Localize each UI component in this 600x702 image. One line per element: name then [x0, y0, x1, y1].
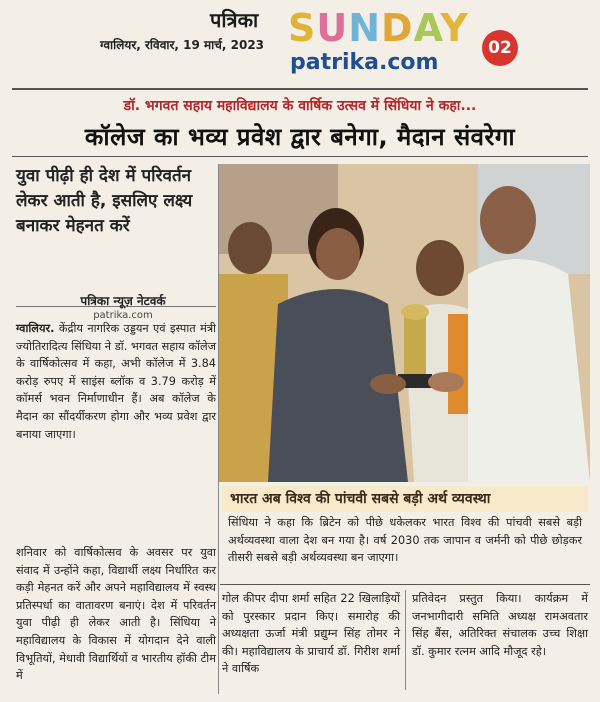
- body-column-right: प्रतिवेदन प्रस्तुत किया। कार्यक्रम में जनभागीदारी समिति अध्यक्ष रामअवतार सिंह बैंस, अतिरिक्त संचालक उच्च शिक्षा डॉ. कुमार रत्नम आदि मौजूद रहे।: [412, 592, 588, 658]
- sunday-letter-s: S: [288, 6, 317, 50]
- body-column-middle: गोल कीपर दीपा शर्मा सहित 22 खिलाड़ियों को पुरस्कार प्रदान किए। समारोह की अध्यक्षता ऊर्जा मंत्री प्रद्युम्न सिंह तोमर ने की। महाविद्यालय के प्राचार्य डॉ. गिरीश शर्मा ने वार्षिक: [222, 592, 400, 676]
- sunday-letter-n: N: [348, 6, 382, 50]
- sunday-letter-d: D: [381, 6, 414, 50]
- info-box: [222, 486, 588, 580]
- award-photo-illustration: [218, 164, 590, 482]
- headline-rule: [12, 156, 588, 157]
- left-column-divider: [218, 164, 219, 694]
- body-column-left: शनिवार को वार्षिकोत्सव के अवसर पर युवा संवाद में उन्होंने कहा, विद्यार्थी लक्ष्य निर्धारित कर कड़ी मेहनत करें और अपने महाविद्यालय में स्वस्थ प्रतिस्पर्धा का वातावरण बनाएं। देश में परिवर्तन युवा पीढ़ी ही लेकर आती है। सिंधिया ने महाविद्यालय के विकास में योगदान देने वाली विभूतियों, मेधावी विद्यार्थियों व भारतीय हॉकी टीम में: [16, 546, 216, 683]
- sunday-letter-a: A: [413, 6, 441, 50]
- byline-site: patrika.com: [93, 310, 153, 321]
- dateline: ग्वालियर, रविवार, 19 मार्च, 2023: [100, 38, 265, 52]
- sunday-letter-y: Y: [440, 6, 469, 50]
- kicker: डॉ. भगवत सहाय महाविद्यालय के वार्षिक उत्सव में सिंधिया ने कहा...: [123, 98, 477, 114]
- info-box-title: भारत अब विश्व की पांचवी सबसे बड़ी अर्थ व्यवस्था: [222, 486, 588, 512]
- infobox-bottom-rule: [220, 584, 590, 585]
- award-photo: [218, 164, 590, 482]
- page-number-badge: 02: [482, 30, 518, 66]
- subhead: युवा पीढ़ी ही देश में परिवर्तन लेकर आती है, इसलिए लक्ष्य बनाकर मेहनत करें: [16, 166, 193, 236]
- brand-hindi: पत्रिका: [210, 8, 259, 32]
- headline: कॉलेज का भव्य प्रवेश द्वार बनेगा, मैदान संवरेगा: [84, 123, 516, 151]
- lead-text: केंद्रीय नागरिक उड्डयन एवं इस्पात मंत्री ज्योतिरादित्य सिंधिया ने डॉ. भगवत सहाय कॉलेज के वार्षिकोत्सव में कहा, अभी कॉलेज में 3.84 करोड़ रुपए में साइंस ब्लॉक व 3.79 करोड़ में कॉमर्स भवन निर्माणाधीन हैं। अब कॉलेज के मैदान का सौंदर्यीकरण होगा और भव्य प्रवेश द्वार बनाया जाएगा।: [16, 322, 216, 441]
- top-rule: [12, 88, 588, 90]
- info-box-body: सिंधिया ने कहा कि ब्रिटेन को पीछे धकेलकर भारत विश्व की पांचवी सबसे बड़ी अर्थव्यवस्था वाला देश बन गया है। वर्ष 2030 तक जापान व जर्मनी को पीछे छोड़कर तीसरी सबसे बड़ी अर्थव्यवस्था बन जाएगा।: [228, 516, 582, 565]
- site-url: patrika.com: [290, 50, 439, 75]
- sunday-logo: [288, 8, 469, 48]
- sunday-letter-u: U: [316, 6, 349, 50]
- masthead: [100, 6, 520, 78]
- column-divider: [405, 590, 406, 690]
- byline: पत्रिका न्यूज़ नेटवर्क: [80, 294, 166, 308]
- lead-paragraph: [16, 320, 216, 443]
- lead-place: ग्वालियर.: [16, 322, 55, 335]
